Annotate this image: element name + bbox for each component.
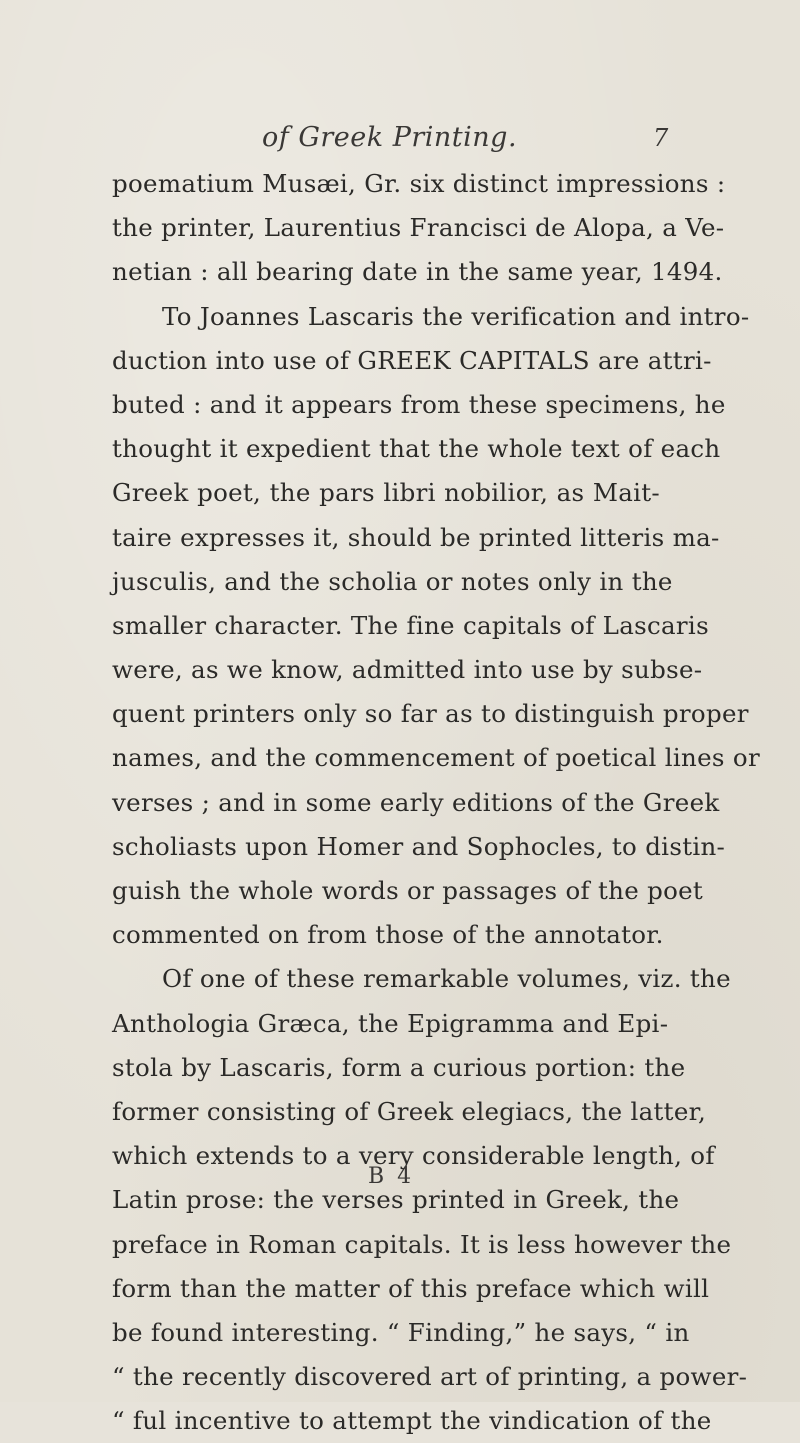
text-line: poematium Musæi, Gr. six distinct impressions :	[112, 169, 726, 198]
running-title: of Greek Printing.	[262, 122, 518, 153]
text-line: were, as we know, admitted into use by subse-	[112, 655, 703, 685]
text-line: Latin prose: the verses printed in Greek, the	[112, 1185, 680, 1215]
text-line: duction into use of GREEK CAPITALS are attri-	[112, 345, 712, 375]
body-text	[112, 162, 760, 1443]
text-line: names, and the commencement of poetical lines or	[112, 743, 760, 773]
text-line: former consisting of Greek elegiacs, the latter,	[112, 1096, 707, 1126]
page-number: 7	[653, 124, 669, 152]
text-line: verses ; and in some early editions of the Greek	[112, 787, 720, 817]
text-line: guish the whole words or passages of the poet	[112, 876, 704, 905]
text-line: Of one of these remarkable volumes, viz. the	[162, 964, 731, 994]
text-line: Greek poet, the pars libri nobilior, as Mait-	[112, 478, 660, 508]
text-line: which extends to a very considerable length, of	[112, 1141, 715, 1171]
text-line: be found interesting. “ Finding,” he says, “ in	[112, 1317, 690, 1347]
text-line: the printer, Laurentius Francisci de Alopa, a Ve-	[112, 213, 725, 243]
text-line: quent printers only so far as to distinguish proper	[112, 699, 749, 729]
running-head	[0, 120, 800, 160]
text-line: To Joannes Lascaris the verification and intro-	[162, 301, 750, 331]
text-line: scholiasts upon Homer and Sophocles, to distin-	[112, 831, 726, 861]
text-line: thought it expedient that the whole text of each	[112, 434, 721, 464]
text-line: “ the recently discovered art of printing, a power-	[112, 1362, 748, 1392]
text-line: form than the matter of this preface which will	[112, 1273, 710, 1303]
text-line: taire expresses it, should be printed litteris ma-	[112, 522, 720, 552]
text-line: buted : and it appears from these specimens, he	[112, 389, 726, 419]
text-line: smaller character. The fine capitals of Lascaris	[112, 610, 709, 640]
text-line: preface in Roman capitals. It is less however the	[112, 1229, 732, 1259]
text-line: jusculis, and the scholia or notes only in the	[112, 566, 673, 596]
text-line: commented on from those of the annotator.	[112, 920, 664, 950]
text-line: stola by Lascaris, form a curious portion: the	[112, 1052, 686, 1082]
text-line: “ ful incentive to attempt the vindication of the	[112, 1406, 712, 1436]
signature-mark: B 4	[368, 1164, 415, 1189]
text-line: netian : all bearing date in the same year, 1494.	[112, 257, 723, 287]
text-line: Anthologia Græca, the Epigramma and Epi-	[112, 1008, 669, 1038]
